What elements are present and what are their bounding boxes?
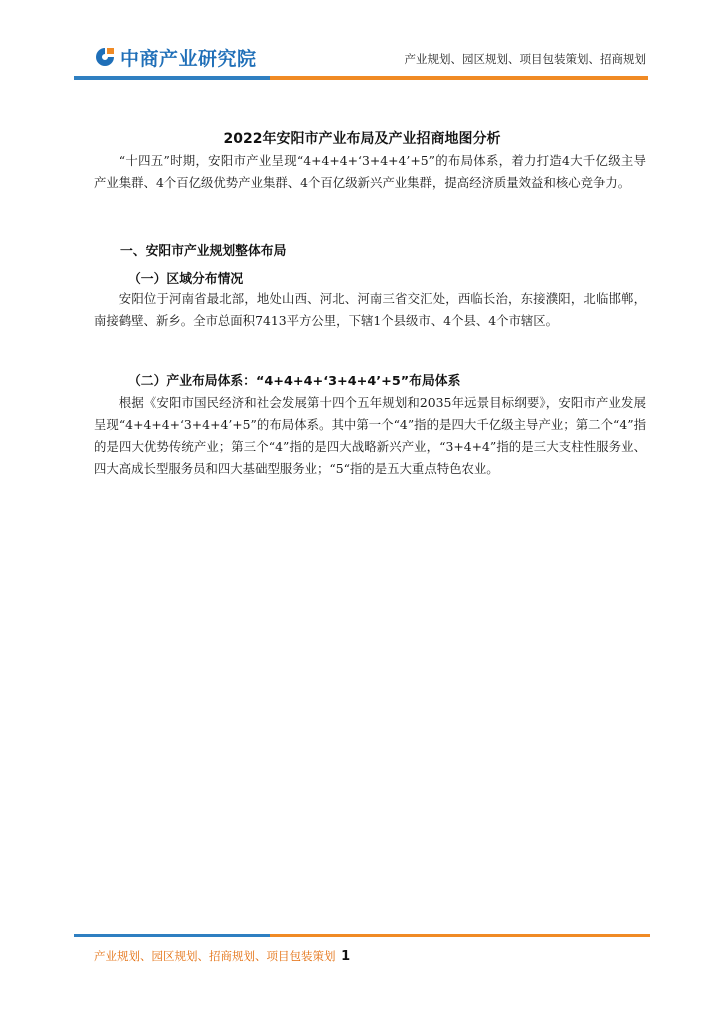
footer-divider-blue	[74, 934, 270, 937]
subsection-heading-layout: （二）产业布局体系：“4+4+4+‘3+4+4’+5”布局体系	[128, 374, 461, 389]
header-tagline: 产业规划、园区规划、项目包装策划、招商规划	[404, 52, 646, 66]
intro-paragraph: “十四五”时期，安阳市产业呈现“4+4+4+‘3+4+4’+5”的布局体系，着力打造4大千亿级主导产业集群、4个百亿级优势产业集群、4个百亿级新兴产业集群，提高经济质量效益和核心竞争力。	[94, 153, 646, 190]
header-divider-blue	[74, 76, 270, 80]
footer-tagline: 产业规划、园区规划、招商规划、项目包装策划	[94, 949, 336, 963]
footer-divider-orange	[270, 934, 650, 937]
page-number: 1	[341, 949, 351, 964]
region-paragraph: 安阳位于河南省最北部，地处山西、河北、河南三省交汇处，西临长治，东接濮阳，北临邯郸，南接鹤壁、新乡。全市总面积7413平方公里，下辖1个县级市、4个县、4个市辖区。	[94, 291, 646, 328]
header-divider-orange	[270, 76, 648, 80]
logo-text: 中商产业研究院	[120, 47, 257, 70]
page-header	[0, 0, 724, 80]
page-footer	[94, 948, 350, 964]
subsection-heading-region: （一）区域分布情况	[128, 272, 244, 287]
logo-mark-icon	[94, 46, 116, 68]
layout-paragraph: 根据《安阳市国民经济和社会发展第十四个五年规划和2035年远景目标纲要》，安阳市产业发展呈现“4+4+4+‘3+4+4’+5”的布局体系。其中第一个“4”指的是四大千亿级主导产业；第二个“4”指的是四大优势传统产业；第三个“4”指的是四大战略新兴产业，“3+4+4”指的是三大支柱性服务业、四大高成长型服务员和四大基础型服务业；“5“指的是五大重点特色农业。	[94, 395, 646, 476]
section-heading: 一、安阳市产业规划整体布局	[120, 244, 287, 259]
document-title: 2022年安阳市产业布局及产业招商地图分析	[223, 131, 501, 147]
company-logo	[94, 44, 257, 70]
